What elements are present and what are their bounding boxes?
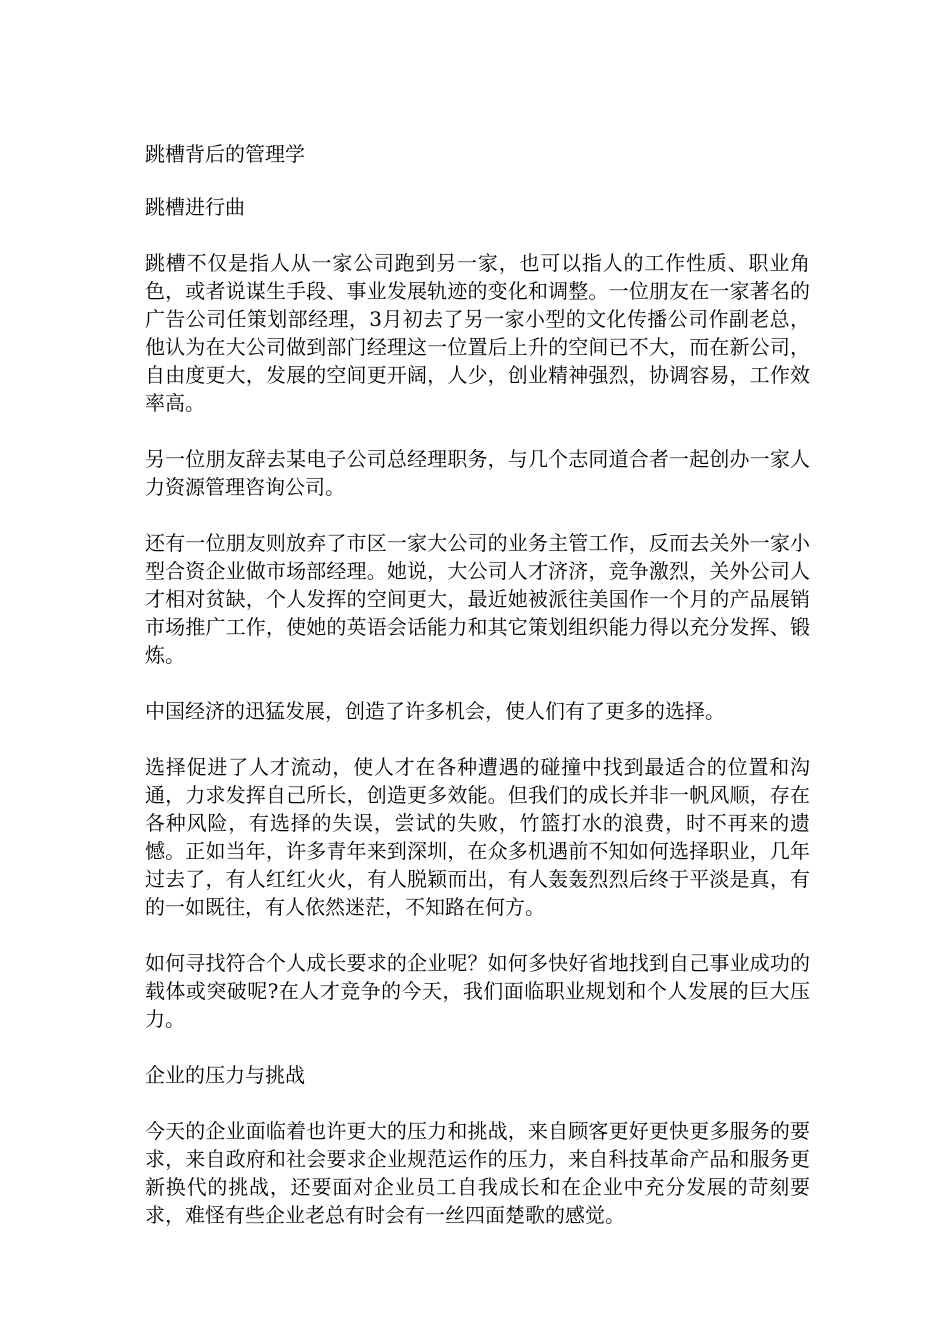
section-heading-enterprise-pressure: 企业的压力与挑战: [145, 1063, 305, 1087]
paragraph-enterprise-challenges: 今天的企业面临着也许更大的压力和挑战，来自顾客更好更快更多服务的要求，来自政府和社会要求企业规范运作的压力，来自科技革命产品和服务更新换代的挑战，还要面对企业员工自我成长和在企业中充分发展的苛刻要求，难怪有些企业老总有时会有一丝四面楚歌的感觉。: [145, 1119, 810, 1227]
document-title: 跳槽背后的管理学: [145, 142, 305, 166]
paragraph-definition: 跳槽不仅是指人从一家公司跑到另一家，也可以指人的工作性质、职业角色，或者说谋生手段、事业发展轨迹的变化和调整。一位朋友在一家著名的广告公司任策划部经理，3月初去了另一家小型的文化传播公司作副老总，他认为在大公司做到部门经理这一位置后上升的空间已不大，而在新公司，自由度更大，发展的空间更开阔，人少，创业精神强烈，协调容易，工作效率高。: [145, 251, 810, 415]
document-page: [145, 140, 810, 1257]
paragraph-questions: 如何寻找符合个人成长要求的企业呢？如何多快好省地找到自己事业成功的载体或突破呢?在人才竞争的今天，我们面临职业规划和个人发展的巨大压力。: [145, 951, 810, 1031]
section-heading-job-hopping: 跳槽进行曲: [145, 195, 245, 219]
paragraph-economy: 中国经济的迅猛发展，创造了许多机会，使人们有了更多的选择。: [145, 699, 725, 723]
paragraph-talent-flow: 选择促进了人才流动，使人才在各种遭遇的碰撞中找到最适合的位置和沟通，力求发挥自己所长，创造更多效能。但我们的成长并非一帆风顺，存在各种风险，有选择的失误，尝试的失败，竹篮打水的浪费，时不再来的遗憾。正如当年，许多青年来到深圳，在众多机遇前不知如何选择职业，几年过去了，有人红红火火，有人脱颖而出，有人轰轰烈烈后终于平淡是真，有的一如既往，有人依然迷茫，不知路在何方。: [145, 755, 810, 919]
paragraph-friend-marketing: 还有一位朋友则放弃了市区一家大公司的业务主管工作，反而去关外一家小型合资企业做市场部经理。她说，大公司人才济济，竞争激烈，关外公司人才相对贫缺，个人发挥的空间更大，最近她被派往美国作一个月的产品展销市场推广工作，使她的英语会话能力和其它策划组织能力得以充分发挥、锻炼。: [145, 531, 810, 667]
paragraph-friend-hr-consulting: 另一位朋友辞去某电子公司总经理职务，与几个志同道合者一起创办一家人力资源管理咨询公司。: [145, 447, 810, 499]
